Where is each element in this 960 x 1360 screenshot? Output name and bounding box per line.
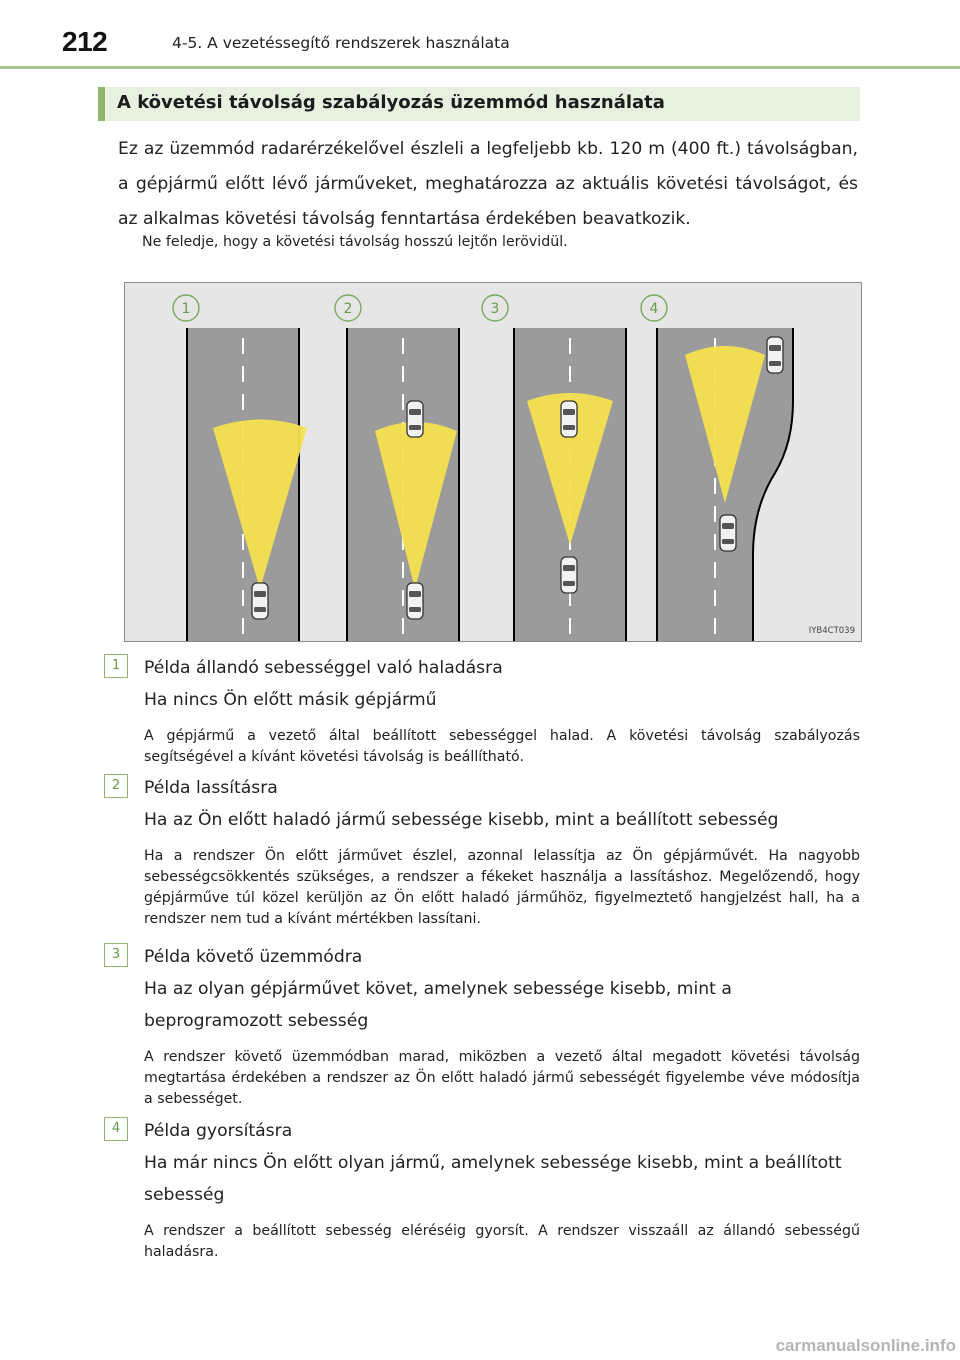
intro-paragraph: Ez az üzemmód radarérzékelővel észleli a legfeljebb kb. 120 m (400 ft.) távolságban, a gépjármű előtt lévő járműveket, meghatározza az aktuális követési távolságot, és az alkalmas követési távolság fenntartása érdekében beavatkozik. xyxy=(118,139,858,229)
panel-1 xyxy=(173,295,307,641)
item-3-body: A rendszer követő üzemmódban marad, miközben a vezető által megadott követési távolság megtartása érdekében a rendszer az Ön előtt haladó jármű sebességét figyelembe véve módosítja a sebességet. xyxy=(144,1049,860,1107)
section-title: A követési távolság szabályozás üzemmód használata xyxy=(117,92,665,113)
panel-4-own-car xyxy=(720,515,736,551)
panel-3-own-car xyxy=(561,557,577,593)
item-2-title: Példa lassításra xyxy=(144,778,278,798)
item-2-badge: 2 xyxy=(104,774,128,798)
panel-2-lead-car xyxy=(407,401,423,437)
intro-note: Ne feledje, hogy a követési távolság hosszú lejtőn lerövidül. xyxy=(142,234,568,250)
item-4-body: A rendszer a beállított sebesség eléréséig gyorsít. A rendszer visszaáll az állandó sebességű haladásra. xyxy=(144,1223,860,1260)
item-2 xyxy=(104,772,860,930)
figure-code: IYB4CT039 xyxy=(808,626,855,636)
panel-2-number: 2 xyxy=(343,301,353,317)
item-1-body: A gépjármű a vezető által beállított sebességgel halad. A követési távolság szabályozás segítségével a kívánt követési távolság is beállítható. xyxy=(144,728,860,765)
panel-1-own-car xyxy=(252,583,268,619)
item-4 xyxy=(104,1115,860,1263)
panel-3-number: 3 xyxy=(490,301,500,317)
header-rule xyxy=(0,66,960,69)
section-heading-bar xyxy=(98,87,860,121)
item-2-subtitle: Ha az Ön előtt haladó jármű sebessége kisebb, mint a beállított sebesség xyxy=(144,810,779,830)
panel-4-lead-car xyxy=(767,337,783,373)
panel-3-lead-car xyxy=(561,401,577,437)
item-1-badge: 1 xyxy=(104,654,128,678)
item-1-subtitle: Ha nincs Ön előtt másik gépjármű xyxy=(144,690,437,710)
item-3 xyxy=(104,941,860,1110)
item-3-title: Példa követő üzemmódra xyxy=(144,947,363,967)
page-number: 212 xyxy=(62,26,108,57)
item-3-subtitle: Ha az olyan gépjárművet követ, amelynek sebessége kisebb, mint a beprogramozott sebesség xyxy=(144,979,732,1031)
watermark: carmanualsonline.info xyxy=(775,1336,956,1355)
item-3-badge: 3 xyxy=(104,943,128,967)
item-4-title: Példa gyorsításra xyxy=(144,1121,293,1141)
panel-2 xyxy=(335,295,459,641)
acc-illustration xyxy=(124,282,862,642)
panel-3 xyxy=(482,295,626,641)
panel-4-number: 4 xyxy=(649,301,659,317)
item-1 xyxy=(104,652,860,768)
item-2-body: Ha a rendszer Ön előtt járművet észlel, azonnal lelassítja az Ön gépjárművét. Ha nagyobb sebességcsökkentés szükséges, a rendszer a fékeket használja a lassításhoz. Megelőzendő, hogy gépjárműve túl közel kerüljön az Ön előtt haladó járműhöz, figyelmeztető hangjelzést hall, ha a rendszer nem tud a kívánt mértékben lassítani. xyxy=(144,848,860,927)
running-header: 4-5. A vezetéssegítő rendszerek használata xyxy=(172,34,510,52)
panel-1-number: 1 xyxy=(181,301,191,317)
item-1-title: Példa állandó sebességgel való haladásra xyxy=(144,658,503,678)
item-4-badge: 4 xyxy=(104,1117,128,1141)
acc-illustration-drawing xyxy=(125,283,861,641)
panel-2-own-car xyxy=(407,583,423,619)
item-4-subtitle: Ha már nincs Ön előtt olyan jármű, amelynek sebessége kisebb, mint a beállított sebesség xyxy=(144,1153,842,1205)
panel-4 xyxy=(641,295,793,641)
